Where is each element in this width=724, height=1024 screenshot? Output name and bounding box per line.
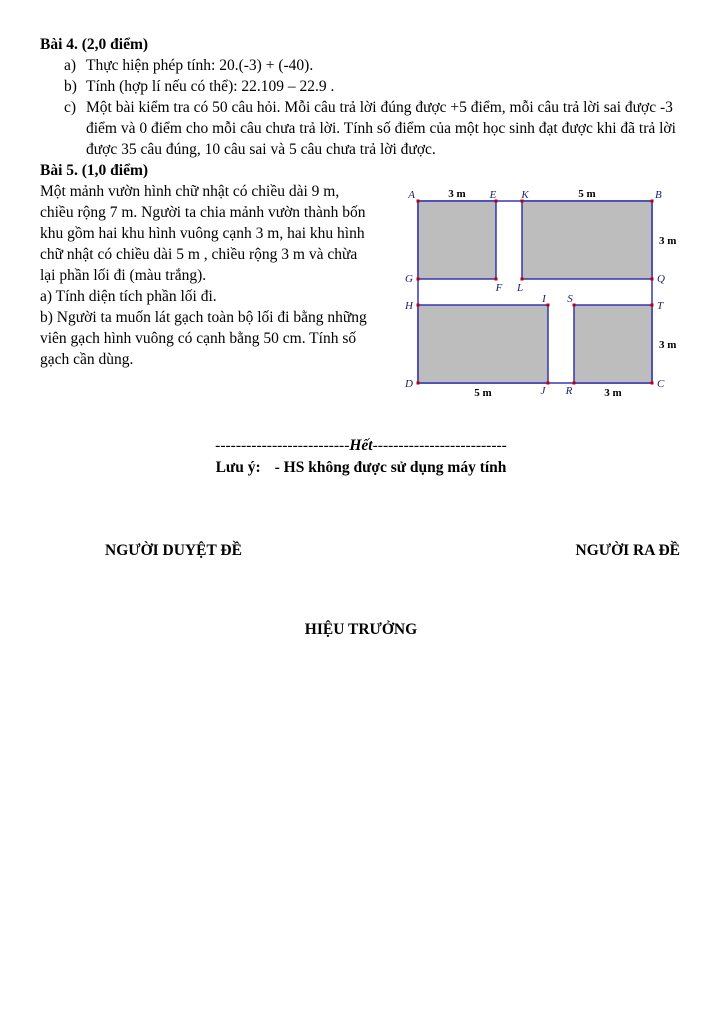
note-text: - HS không được sử dụng máy tính <box>274 459 507 476</box>
reviewer-title: NGƯỜI DUYỆT ĐỀ <box>105 542 242 559</box>
item-marker: b) <box>64 78 77 95</box>
item-text: Thực hiện phép tính: 20.(-3) + (-40). <box>86 57 314 74</box>
bai5-paragraph: Một mảnh vườn hình chữ nhật có chiều dài 9 m, chiều rộng 7 m. Người ta chia mảnh vườn thành bốn khu gồm hai khu hình vuông cạnh 3 m, hai khu hình chữ nhật có chiều dài 5 m , chiều rộng 3 m và chừa lại phần lối đi (màu trắng). <box>40 183 366 284</box>
measurement-label: 3 m <box>448 188 466 200</box>
garden-plot <box>418 305 548 383</box>
vertex-label: J <box>540 385 546 397</box>
vertex-point <box>417 304 420 307</box>
item-marker: a) <box>64 57 77 74</box>
garden-plot <box>574 305 652 383</box>
vertex-label: Q <box>657 273 665 285</box>
bai4-heading: Bài 4. (2,0 điểm) <box>40 36 149 53</box>
garden-figure-svg <box>400 185 682 403</box>
principal-title: HIỆU TRƯỞNG <box>304 621 418 638</box>
vertex-point <box>521 278 524 281</box>
vertex-point <box>573 382 576 385</box>
exam-note <box>40 457 682 478</box>
item-text: Tính (hợp lí nếu có thể): 22.109 – 22.9 . <box>86 78 335 95</box>
item-text: Một bài kiểm tra có 50 câu hỏi. Mỗi câu trả lời đúng được +5 điểm, mỗi câu trả lời sai được -3 điểm và 0 điểm cho mỗi câu chưa trả lời. Tính số điểm của một học sinh đạt được khi đã trả lời được 35 câu đúng, 10 câu sai và 5 câu chưa trả lời được. <box>86 99 676 158</box>
signature-row <box>40 540 682 561</box>
bai4-list <box>40 55 682 160</box>
measurement-label: 5 m <box>474 387 492 399</box>
bai5-text-block <box>40 181 372 370</box>
vertex-point <box>417 382 420 385</box>
garden-plot <box>418 201 496 279</box>
vertex-label: A <box>408 189 415 201</box>
vertex-label: C <box>657 378 665 390</box>
bai4-item-c <box>40 97 682 160</box>
vertex-label: G <box>405 273 413 285</box>
bai5-item-b: b) Người ta muốn lát gạch toàn bộ lối đi bằng những viên gạch hình vuông có cạnh bằng 50 cm. Tính số gạch cần dùng. <box>40 309 367 368</box>
bai5-item-a: a) Tính diện tích phần lối đi. <box>40 288 217 305</box>
vertex-point <box>651 278 654 281</box>
vertex-label: B <box>655 189 662 201</box>
vertex-point <box>651 200 654 203</box>
section-bai5 <box>40 160 682 409</box>
bai4-item-a <box>40 55 682 76</box>
het-dashes-right: -------------------------- <box>372 437 507 454</box>
measurement-label: 5 m <box>578 188 596 200</box>
garden-plot <box>522 201 652 279</box>
vertex-point <box>573 304 576 307</box>
vertex-point <box>417 278 420 281</box>
vertex-label: T <box>657 300 664 312</box>
vertex-label: E <box>489 189 497 201</box>
vertex-point <box>495 278 498 281</box>
bai4-item-b <box>40 76 682 97</box>
note-label: Lưu ý: <box>215 459 261 476</box>
vertex-label: D <box>405 378 413 390</box>
het-divider <box>40 435 682 456</box>
measurement-label: 3 m <box>659 339 677 351</box>
vertex-point <box>547 382 550 385</box>
vertex-point <box>651 382 654 385</box>
vertex-label: K <box>521 189 529 201</box>
vertex-point <box>417 200 420 203</box>
measurement-label: 3 m <box>604 387 622 399</box>
vertex-label: I <box>542 293 546 305</box>
section-bai4 <box>40 34 682 160</box>
garden-figure <box>400 185 682 409</box>
item-marker: c) <box>64 99 77 116</box>
het-label: Hết <box>349 437 373 454</box>
author-title: NGƯỜI RA ĐỀ <box>575 542 680 559</box>
vertex-label: H <box>405 300 413 312</box>
vertex-label: R <box>565 385 573 397</box>
bai5-heading: Bài 5. (1,0 điểm) <box>40 162 149 179</box>
measurement-label: 3 m <box>659 235 677 247</box>
vertex-point <box>547 304 550 307</box>
bai5-columns <box>40 181 682 409</box>
vertex-label: S <box>567 293 573 305</box>
het-dashes-left: -------------------------- <box>215 437 350 454</box>
vertex-point <box>651 304 654 307</box>
vertex-label: L <box>516 282 524 294</box>
vertex-label: F <box>495 282 503 294</box>
